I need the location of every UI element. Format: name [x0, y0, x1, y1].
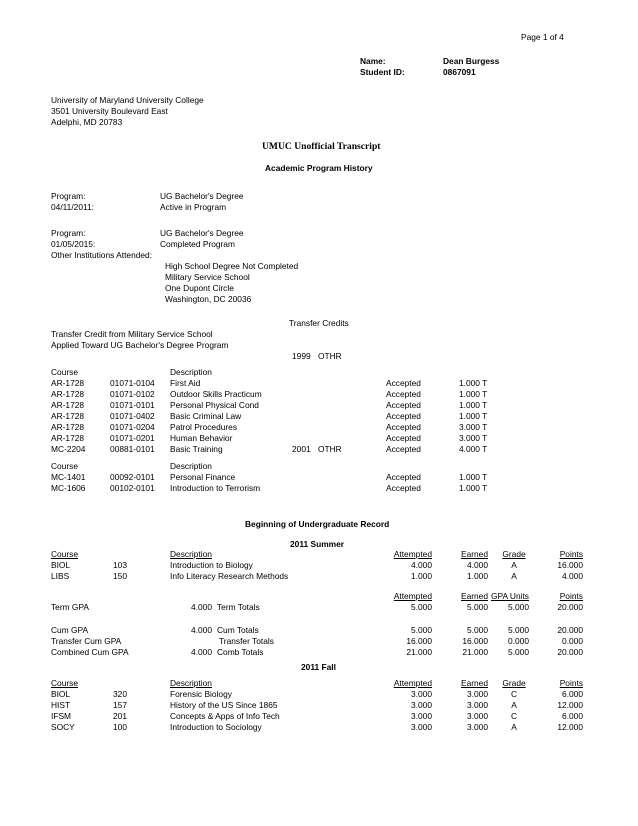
transfer-course-header: Course — [51, 367, 78, 377]
course-description: History of the US Since 1865 — [170, 700, 278, 710]
transfer-course-description: Personal Finance — [170, 472, 236, 482]
transfer-credits: 3.000 T — [459, 422, 488, 432]
totals-gpa-units: 5.000 — [508, 647, 529, 657]
transfer-line-2: Applied Toward UG Bachelor's Degree Program — [51, 340, 229, 350]
program-history-heading: Academic Program History — [265, 163, 373, 173]
transfer-credits: 1.000 T — [459, 378, 488, 388]
course-attempted: 4.000 — [411, 560, 432, 570]
program-1-value: UG Bachelor's Degree — [160, 191, 244, 201]
other-institution-line: One Dupont Circle — [165, 283, 234, 293]
course-subject: SOCY — [51, 722, 75, 732]
course-earned: 1.000 — [467, 571, 488, 581]
totals-earned: 16.000 — [462, 636, 488, 646]
other-institution-line: High School Degree Not Completed — [165, 261, 299, 271]
transfer-course-id: 01071-0101 — [110, 400, 155, 410]
gpa-label: Cum GPA — [51, 625, 89, 635]
course-number: 157 — [113, 700, 127, 710]
transfer-course-code: MC-2204 — [51, 444, 86, 454]
course-subject: HIST — [51, 700, 71, 710]
points-column-header: Points — [559, 591, 583, 601]
grade-column-header: Grade — [502, 549, 526, 559]
course-earned: 4.000 — [467, 560, 488, 570]
course-number: 100 — [113, 722, 127, 732]
course-grade: C — [510, 689, 518, 699]
course-earned: 3.000 — [467, 700, 488, 710]
totals-earned: 21.000 — [462, 647, 488, 657]
totals-gpa-units: 5.000 — [508, 602, 529, 612]
gpa-label: Combined Cum GPA — [51, 647, 129, 657]
course-grade: C — [510, 711, 518, 721]
course-description: Introduction to Sociology — [170, 722, 262, 732]
course-subject: IFSM — [51, 711, 72, 721]
other-institutions-label: Other Institutions Attended: — [51, 250, 153, 260]
totals-attempted: 5.000 — [411, 602, 432, 612]
course-description: Forensic Biology — [170, 689, 232, 699]
course-subject: LIBS — [51, 571, 70, 581]
transfer-credits: 1.000 T — [459, 400, 488, 410]
earned-column-header: Earned — [460, 549, 488, 559]
totals-label: Term Totals — [217, 602, 260, 612]
attempted-column-header: Attempted — [393, 549, 432, 559]
course-grade: A — [511, 700, 517, 710]
course-description: Info Literacy Research Methods — [170, 571, 289, 581]
transfer-credits: 4.000 T — [459, 444, 488, 454]
totals-attempted: 5.000 — [411, 625, 432, 635]
attempted-column-header: Attempted — [393, 591, 432, 601]
transfer-status: Accepted — [386, 444, 421, 454]
transfer-line-1: Transfer Credit from Military Service School — [51, 329, 213, 339]
gpa-units-column-header: GPA Units — [490, 591, 529, 601]
transfer-course-id: 01071-0104 — [110, 378, 155, 388]
institution-name: University of Maryland University College — [51, 95, 204, 105]
course-earned: 3.000 — [467, 689, 488, 699]
course-subject: BIOL — [51, 689, 71, 699]
transfer-credits-heading: Transfer Credits — [289, 318, 349, 328]
totals-gpa-units: 5.000 — [508, 625, 529, 635]
program-2-value: UG Bachelor's Degree — [160, 228, 244, 238]
course-earned: 3.000 — [467, 711, 488, 721]
course-points: 12.000 — [557, 722, 583, 732]
earned-column-header: Earned — [460, 678, 488, 688]
course-attempted: 3.000 — [411, 722, 432, 732]
course-number: 201 — [113, 711, 127, 721]
totals-points: 0.000 — [562, 636, 583, 646]
course-earned: 3.000 — [467, 722, 488, 732]
transfer-course-code: AR-1728 — [51, 433, 85, 443]
totals-label: Cum Totals — [217, 625, 259, 635]
course-description: Concepts & Apps of Info Tech — [170, 711, 280, 721]
transfer-course-description: Personal Physical Cond — [170, 400, 259, 410]
course-points: 6.000 — [562, 711, 583, 721]
earned-column-header: Earned — [460, 591, 488, 601]
transfer-course-code: AR-1728 — [51, 422, 85, 432]
transfer-course-id: 00092-0101 — [110, 472, 155, 482]
course-number: 103 — [113, 560, 127, 570]
transfer-course-code: AR-1728 — [51, 378, 85, 388]
transfer-course-description: First Aid — [170, 378, 201, 388]
transfer-course-description: Introduction to Terrorism — [170, 483, 261, 493]
description-column-header: Description — [170, 678, 212, 688]
totals-earned: 5.000 — [467, 625, 488, 635]
gpa-value: 4.000 — [191, 647, 212, 657]
transfer-status: Accepted — [386, 389, 421, 399]
totals-points: 20.000 — [557, 625, 583, 635]
totals-earned: 5.000 — [467, 602, 488, 612]
transfer-status: Accepted — [386, 472, 421, 482]
totals-attempted: 16.000 — [406, 636, 432, 646]
transfer-course-header: Course — [51, 461, 78, 471]
grade-column-header: Grade — [502, 678, 526, 688]
transfer-course-id: 00102-0101 — [110, 483, 155, 493]
transfer-credits: 1.000 T — [459, 483, 488, 493]
attempted-column-header: Attempted — [393, 678, 432, 688]
page-number: Page 1 of 4 — [521, 32, 564, 42]
student-name: Dean Burgess — [443, 56, 500, 66]
fall-term-heading: 2011 Fall — [301, 662, 336, 672]
transfer-course-id: 01071-0204 — [110, 422, 155, 432]
transfer-status: Accepted — [386, 378, 421, 388]
course-attempted: 3.000 — [411, 689, 432, 699]
gpa-value: 4.000 — [191, 625, 212, 635]
points-column-header: Points — [559, 549, 583, 559]
transfer-course-description: Outdoor Skills Practicum — [170, 389, 262, 399]
transfer-course-code: AR-1728 — [51, 411, 85, 421]
transfer-credits: 3.000 T — [459, 433, 488, 443]
gpa-label: Term GPA — [51, 602, 89, 612]
summer-term-heading: 2011 Summer — [290, 539, 345, 549]
course-points: 12.000 — [557, 700, 583, 710]
course-number: 150 — [113, 571, 127, 581]
transfer-course-id: 01071-0402 — [110, 411, 155, 421]
course-grade: A — [511, 571, 517, 581]
points-column-header: Points — [559, 678, 583, 688]
gpa-label: Transfer Cum GPA — [51, 636, 122, 646]
program-2-status: Completed Program — [160, 239, 235, 249]
other-institution-line: Washington, DC 20036 — [165, 294, 252, 304]
student-id: 0867091 — [443, 67, 476, 77]
transfer-course-code: MC-1606 — [51, 483, 86, 493]
transfer-course-id: 00881-0101 — [110, 444, 155, 454]
transfer-course-description: Basic Criminal Law — [170, 411, 242, 421]
course-attempted: 3.000 — [411, 700, 432, 710]
gpa-value: 4.000 — [191, 602, 212, 612]
transfer-course-description: Basic Training — [170, 444, 223, 454]
program-1-status: Active in Program — [160, 202, 227, 212]
totals-points: 20.000 — [557, 647, 583, 657]
course-column-header: Course — [51, 549, 78, 559]
transfer-term-1-code: OTHR — [318, 351, 342, 361]
transfer-status: Accepted — [386, 400, 421, 410]
transfer-credits: 1.000 T — [459, 411, 488, 421]
document-title: UMUC Unofficial Transcript — [262, 141, 381, 152]
other-institution-line: Military Service School — [165, 272, 250, 282]
institution-street: 3501 University Boulevard East — [51, 106, 168, 116]
course-points: 16.000 — [557, 560, 583, 570]
transfer-description-header: Description — [170, 461, 212, 471]
transfer-course-description: Patrol Procedures — [170, 422, 238, 432]
course-grade: A — [511, 560, 517, 570]
transfer-course-code: AR-1728 — [51, 389, 85, 399]
transfer-status: Accepted — [386, 433, 421, 443]
name-label: Name: — [360, 56, 386, 66]
transfer-course-code: MC-1401 — [51, 472, 86, 482]
transfer-status: Accepted — [386, 422, 421, 432]
course-attempted: 1.000 — [411, 571, 432, 581]
totals-points: 20.000 — [557, 602, 583, 612]
program-1-label: Program: — [51, 191, 86, 201]
transfer-status: Accepted — [386, 483, 421, 493]
program-2-date: 01/05/2015: — [51, 239, 96, 249]
totals-label: Comb Totals — [217, 647, 264, 657]
transfer-term-2-year: 2001 — [292, 444, 311, 454]
course-grade: A — [511, 722, 517, 732]
course-subject: BIOL — [51, 560, 71, 570]
totals-attempted: 21.000 — [406, 647, 432, 657]
transfer-course-code: AR-1728 — [51, 400, 85, 410]
course-points: 4.000 — [562, 571, 583, 581]
transfer-description-header: Description — [170, 367, 212, 377]
course-column-header: Course — [51, 678, 78, 688]
course-description: Introduction to Biology — [170, 560, 253, 570]
transfer-term-2-code: OTHR — [318, 444, 342, 454]
transfer-term-1-year: 1999 — [292, 351, 311, 361]
transfer-course-id: 01071-0201 — [110, 433, 155, 443]
program-2-label: Program: — [51, 228, 86, 238]
transfer-course-id: 01071-0102 — [110, 389, 155, 399]
course-attempted: 3.000 — [411, 711, 432, 721]
totals-gpa-units: 0.000 — [508, 636, 529, 646]
transfer-course-description: Human Behavior — [170, 433, 233, 443]
course-points: 6.000 — [562, 689, 583, 699]
description-column-header: Description — [170, 549, 212, 559]
undergraduate-record-heading: Beginning of Undergraduate Record — [245, 519, 390, 529]
student-id-label: Student ID: — [360, 67, 405, 77]
transfer-credits: 1.000 T — [459, 389, 488, 399]
transfer-credits: 1.000 T — [459, 472, 488, 482]
totals-label: Transfer Totals — [219, 636, 274, 646]
course-number: 320 — [113, 689, 127, 699]
institution-city: Adelphi, MD 20783 — [51, 117, 123, 127]
transfer-status: Accepted — [386, 411, 421, 421]
program-1-date: 04/11/2011: — [51, 202, 94, 212]
